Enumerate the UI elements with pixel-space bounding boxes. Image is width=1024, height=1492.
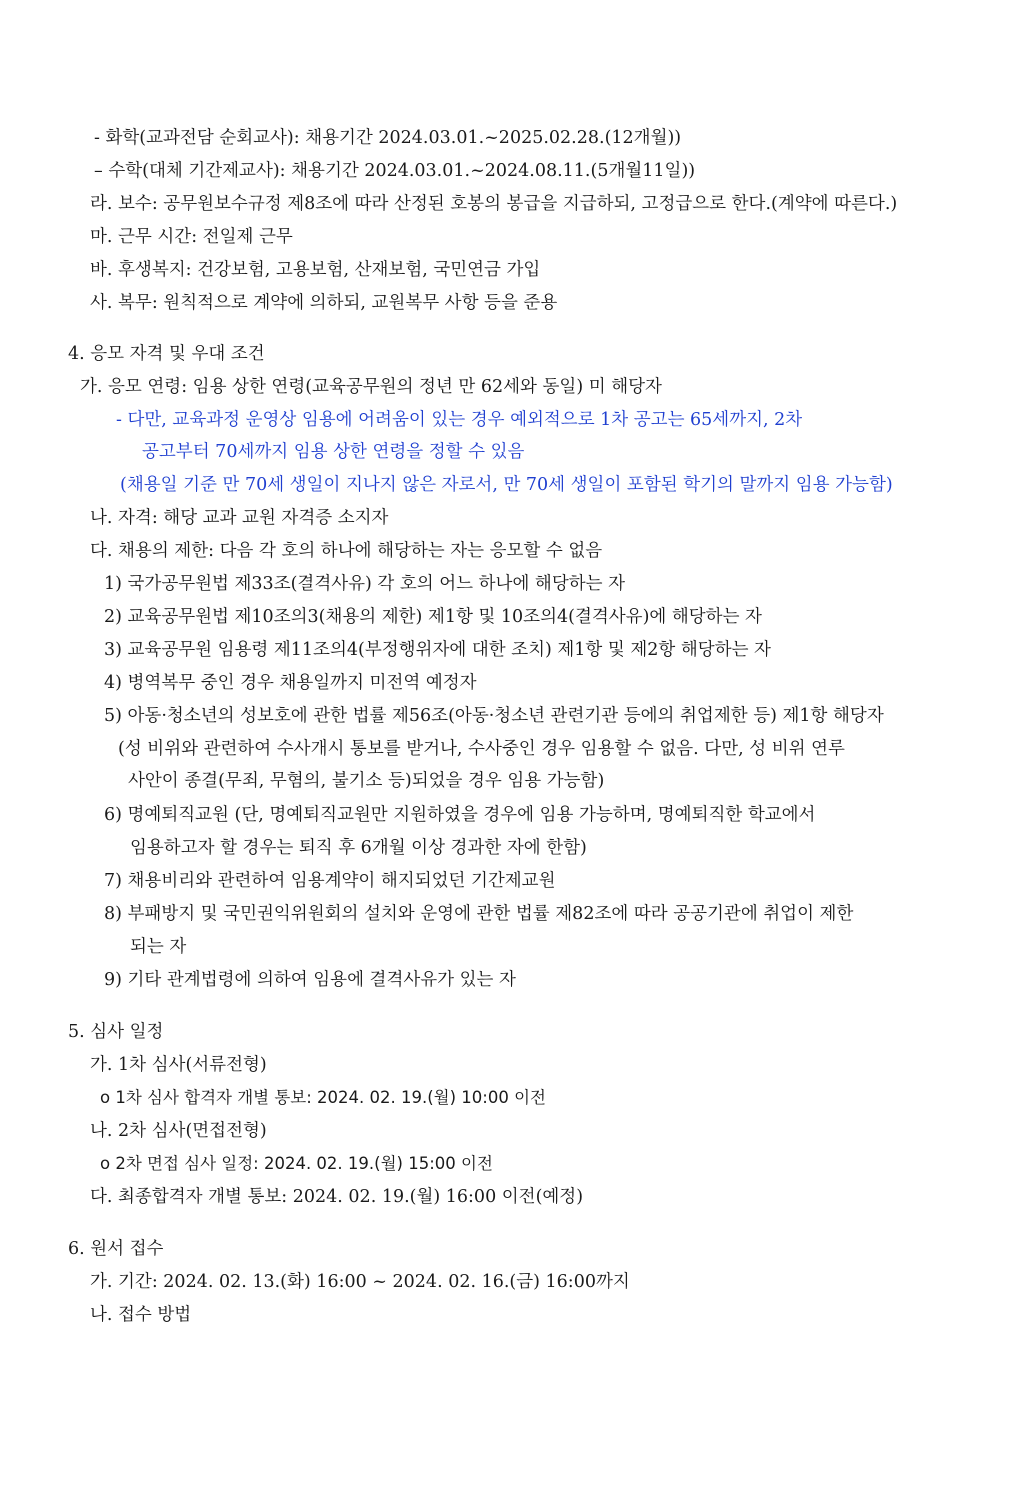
item-qualification: 나. 자격: 해당 교과 교원 자격증 소지자 (90, 508, 389, 528)
restriction-1: 1) 국가공무원법 제33조(결격사유) 각 호의 어느 하나에 해당하는 자 (104, 574, 626, 594)
restriction-9: 9) 기타 관계법령에 의하여 임용에 결격사유가 있는 자 (104, 970, 516, 990)
restriction-4: 4) 병역복무 중인 경우 채용일까지 미전역 예정자 (104, 673, 477, 693)
age-exception-detail: (채용일 기준 만 70세 생일이 지나지 않은 자로서, 만 70세 생일이 포함된 학기의 말까지 임용 가능함) (120, 475, 893, 495)
item-service: 사. 복무: 원칙적으로 계약에 의하되, 교원복무 사항 등을 준용 (90, 293, 558, 313)
second-review-schedule: o 2차 면접 심사 일정: 2024. 02. 19.(월) 15:00 이전 (100, 1154, 493, 1173)
restriction-8-cont: 되는 자 (130, 937, 187, 957)
section-6-heading: 6. 원서 접수 (68, 1239, 164, 1259)
restriction-7: 7) 채용비리와 관련하여 임용계약이 해지되었던 기간제교원 (104, 871, 556, 891)
item-welfare: 바. 후생복지: 건강보험, 고용보험, 산재보험, 국민연금 가입 (90, 260, 541, 280)
item-pay: 라. 보수: 공무원보수규정 제8조에 따라 산정된 호봉의 봉급을 지급하되, 고정급으로 한다.(계약에 따른다.) (90, 194, 898, 214)
restriction-6-cont: 임용하고자 할 경우는 퇴직 후 6개월 이상 경과한 자에 한함) (130, 838, 587, 858)
restriction-8: 8) 부패방지 및 국민권익위원회의 설치와 운영에 관한 법률 제82조에 따라 공공기관에 취업이 제한 (104, 904, 854, 924)
salary-item-math: – 수학(대체 기간제교사): 채용기간 2024.03.01.~2024.08.11.(5개월11일)) (94, 161, 696, 181)
restriction-3: 3) 교육공무원 임용령 제11조의4(부정행위자에 대한 조치) 제1항 및 제2항 해당하는 자 (104, 640, 771, 660)
restriction-5-note: (성 비위와 관련하여 수사개시 통보를 받거나, 수사중인 경우 임용할 수 없음. 다만, 성 비위 연루 (118, 739, 845, 759)
item-restriction: 다. 채용의 제한: 다음 각 호의 하나에 해당하는 자는 응모할 수 없음 (90, 541, 603, 561)
second-review: 나. 2차 심사(면접전형) (90, 1121, 267, 1141)
age-exception-note: - 다만, 교육과정 운영상 임용에 어려움이 있는 경우 예외적으로 1차 공고는 65세까지, 2차 (116, 410, 803, 430)
restriction-2: 2) 교육공무원법 제10조의3(채용의 제한) 제1항 및 10조의4(결격사유)에 해당하는 자 (104, 607, 762, 627)
first-review: 가. 1차 심사(서류전형) (90, 1055, 267, 1075)
salary-item-chemistry: - 화학(교과전담 순회교사): 채용기간 2024.03.01.~2025.02.28.(12개월)) (94, 128, 682, 148)
restriction-6: 6) 명예퇴직교원 (단, 명예퇴직교원만 지원하였을 경우에 임용 가능하며, 명예퇴직한 학교에서 (104, 805, 816, 825)
section-4-heading: 4. 응모 자격 및 우대 조건 (68, 344, 265, 364)
item-age: 가. 응모 연령: 임용 상한 연령(교육공무원의 정년 만 62세와 동일) 미 해당자 (80, 377, 662, 397)
restriction-5: 5) 아동·청소년의 성보호에 관한 법률 제56조(아동·청소년 관련기관 등에의 취업제한 등) 제1항 해당자 (104, 706, 884, 726)
item-work-hours: 마. 근무 시간: 전일제 근무 (90, 227, 293, 247)
first-review-notice: o 1차 심사 합격자 개별 통보: 2024. 02. 19.(월) 10:00 이전 (100, 1088, 546, 1107)
age-exception-note-cont: 공고부터 70세까지 임용 상한 연령을 정할 수 있음 (142, 442, 525, 462)
section-5-heading: 5. 심사 일정 (68, 1022, 164, 1042)
application-method: 나. 접수 방법 (90, 1305, 192, 1325)
application-period: 가. 기간: 2024. 02. 13.(화) 16:00 ~ 2024. 02. 16.(금) 16:00까지 (90, 1272, 630, 1292)
restriction-5-note-cont: 사안이 종결(무죄, 무혐의, 불기소 등)되었을 경우 임용 가능함) (128, 771, 605, 791)
final-notice: 다. 최종합격자 개별 통보: 2024. 02. 19.(월) 16:00 이전(예정) (90, 1187, 584, 1207)
